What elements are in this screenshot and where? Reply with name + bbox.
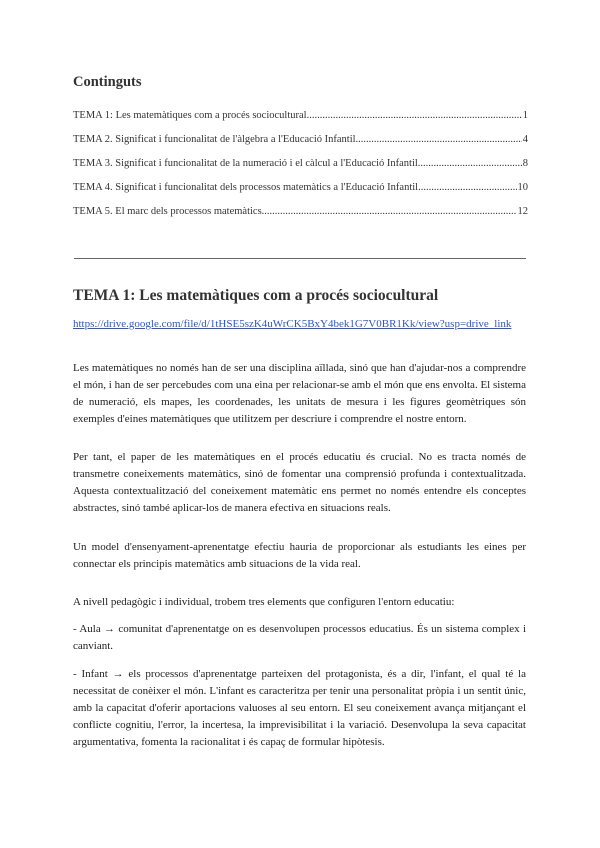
- toc-entry-label: TEMA 2. Significat i funcionalitat de l'àlgebra a l'Educació Infantil: [73, 134, 356, 145]
- paragraph: Un model d'ensenyament-aprenentatge efectiu hauria de proporcionar als estudiants les eines per connectar els principis matemàtics amb situacions de la vida real.: [73, 541, 526, 570]
- section-heading: TEMA 1: Les matemàtiques com a procés sociocultural: [73, 287, 439, 304]
- toc-entry[interactable]: [73, 110, 528, 134]
- toc-leader-dots: [262, 206, 517, 217]
- toc-entry[interactable]: [73, 158, 528, 182]
- paragraph: Per tant, el paper de les matemàtiques en el procés educatiu és crucial. No es tracta només de transmetre coneixements matemàtics, sinó de fomentar una comprensió profunda i contextualitzada. Aquesta contextualització del coneixement matemàtic ens permet no només entendre els conceptes abstractes, sinó també aplicar-los de manera efectiva en situacions reals.: [73, 451, 526, 514]
- toc-entry-page: 12: [517, 206, 528, 217]
- toc-heading: Continguts: [73, 74, 142, 90]
- toc-entry[interactable]: [73, 134, 528, 158]
- list-item: - Infant → els processos d'aprenentatge parteixen del protagonista, és a dir, l'infant, el qual té la necessitat de conèixer el món. L'infant es caracteritza per tenir una personalitat pròpia i un sentit únic, amb la capacitat d'oferir aportacions valuoses al seu entorn. El seu coneixement avança mitjançant el conflicte cognitiu, l'error, la incertesa, la imprevisibilitat i la variació. Desenvolupa la seva capacitat argumentativa, fomenta la racionalitat i és capaç de formular hipòtesis.: [73, 668, 526, 748]
- paragraph: A nivell pedagògic i individual, trobem tres elements que configuren l'entorn educatiu:: [73, 596, 455, 608]
- toc-entry-label: TEMA 4. Significat i funcionalitat dels processos matemàtics a l'Educació Infantil: [73, 182, 419, 193]
- toc-entry-label: TEMA 5. El marc dels processos matemàtics: [73, 206, 262, 217]
- table-of-contents: [73, 110, 528, 230]
- toc-leader-dots: [356, 134, 522, 145]
- toc-entry-label: TEMA 3. Significat i funcionalitat de la numeració i el càlcul a l'Educació Infantil: [73, 158, 418, 169]
- toc-entry-label: TEMA 1: Les matemàtiques com a procés sociocultural: [73, 110, 307, 121]
- toc-entry[interactable]: [73, 206, 528, 230]
- toc-entry-page: 4: [522, 134, 528, 145]
- toc-entry-page: 8: [522, 158, 528, 169]
- horizontal-divider: [74, 258, 526, 259]
- list-item: - Aula → comunitat d'aprenentatge on es desenvolupen processos educatius. És un sistema complex i canviant.: [73, 623, 526, 652]
- paragraph: Les matemàtiques no només han de ser una disciplina aïllada, sinó que han d'ajudar-nos a comprendre el món, i han de ser percebudes com una eina per relacionar-se amb el món que ens envolta. El sistema de numeració, els mapes, les coordenades, les unitats de mesura i les figures geomètriques són exemples d'eines matemàtiques que utilitzem per descriure i comprendre el nostre entorn.: [73, 362, 526, 425]
- toc-leader-dots: [418, 158, 522, 169]
- toc-entry-page: 10: [517, 182, 528, 193]
- toc-leader-dots: [418, 182, 516, 193]
- toc-entry[interactable]: [73, 182, 528, 206]
- toc-entry-page: 1: [522, 110, 528, 121]
- toc-leader-dots: [307, 110, 522, 121]
- drive-link[interactable]: https://drive.google.com/file/d/1tHSE5szK4uWrCK5BxY4bek1G7V0BR1Kk/view?usp=drive_link: [73, 318, 512, 330]
